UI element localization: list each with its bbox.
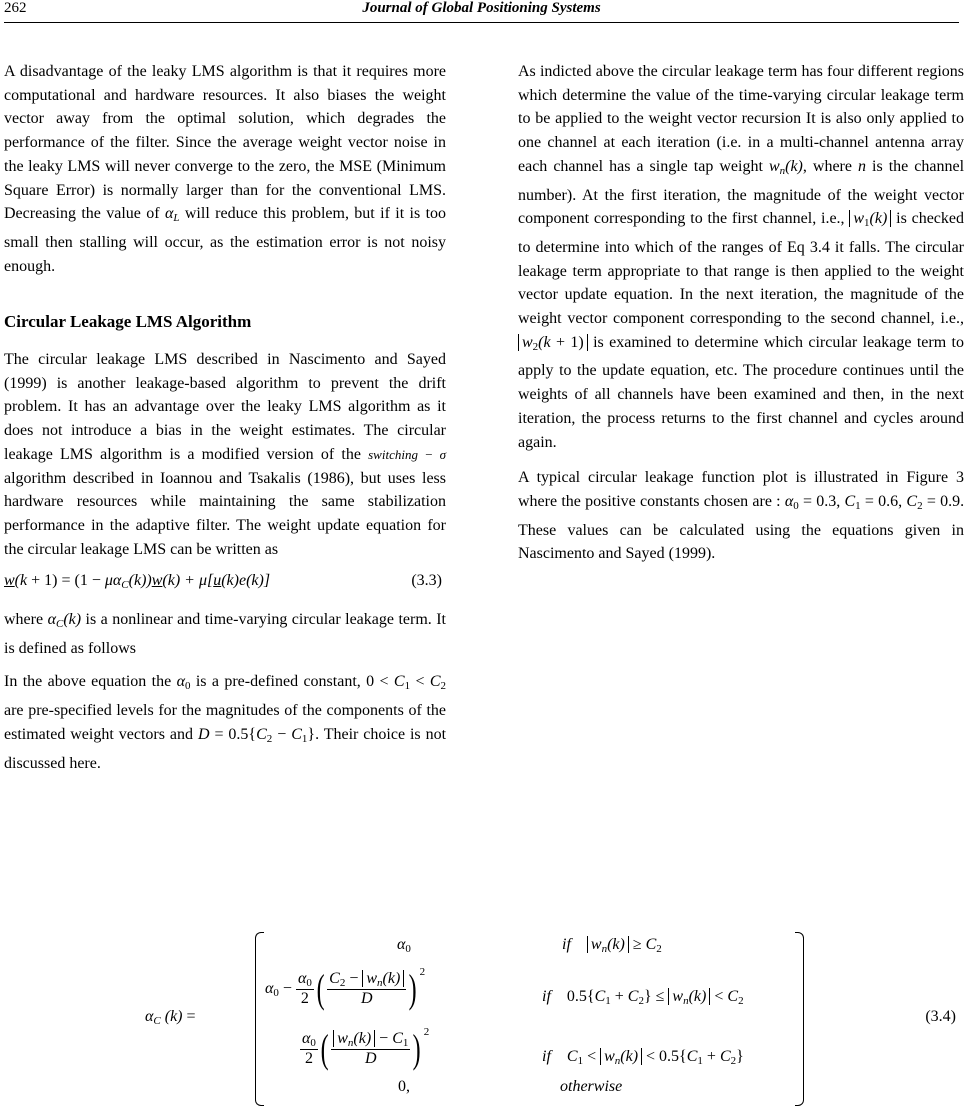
paragraph-figure-3: A typical circular leakage function plot is illustrated in Figure 3 where the positive constants chosen are : $\alpha_0 = 0.3$, $C_1 = 0.6$, $C_2 = 0.9$. These values can be calculated using the equations given in Nascimento and Sayed (1999). [518, 469, 965, 563]
case-3-condition: if $C_1 < wn(k) < 0.5\{C_1 + C_2\}$ [542, 1048, 744, 1067]
case-1-value: $\alpha_0$ [397, 936, 411, 955]
right-brace [795, 932, 804, 1106]
case-4-value: 0, [398, 1078, 410, 1095]
journal-title: Journal of Global Positioning Systems [362, 0, 601, 16]
case-2-value: $\alpha_0$ − $\frac{\alpha_0}{2}$ ( $\frac{C_2 - wn(k)}{D}$ ) $^2$ [265, 966, 426, 1012]
paragraph-where: where αC(k) is a nonlinear and time-varying circular leakage term. It is defined as follows [4, 611, 447, 657]
equation-lhs: αC (k) = [145, 1008, 196, 1027]
page-header [4, 0, 959, 23]
paragraph-leaky-disadvantage: A disadvantage of the leaky LMS algorithm is that it requires more computational and hardware resources. It also biases the weight vector away from the optimal solution, which degrades the performance of the filter. Since the average weight vector noise in the leaky LMS will never converge to the zero, the MSE (Minimum Square Error) is normally larger than for the conventional LMS. Decreasing the value of αL will reduce this problem, but if it is too small then stalling will occur, as the estimation error is not noisy enough. [4, 63, 447, 275]
left-column [4, 60, 446, 775]
equation-number: (3.3) [411, 572, 442, 590]
paragraph-constants: In the above equation the $\alpha_0$ is a pre-defined constant, $0 < C_1 < C_2$ are pre-specified levels for the magnitudes of the components of the estimated weight vectors and $D = 0.5\{C_2 - C_1\}$. Their choice is not discussed here. [4, 673, 447, 772]
equation-number: (3.4) [925, 1008, 956, 1025]
right-column [518, 60, 964, 566]
equation-3-3: w(k + 1) = (1 − μαC(k))w(k) + μ[u(k)e(k)] (3.3) [4, 569, 446, 598]
case-1-condition: if $wn(k) \ge C_2$ [562, 936, 662, 955]
equation-3-4 [130, 928, 960, 1113]
case-2-condition: if $0.5\{C_1 + C_2\} \le wn(k) < C_2$ [542, 988, 744, 1007]
left-brace [255, 932, 264, 1106]
paragraph-regions: As indicted above the circular leakage term has four different regions which determine the value of the time-varying circular leakage term to be applied to the weight vector recursion It is also only applied to one channel at each iteration (i.e. in a multi-channel antenna array each channel has a single tap weight wn(k), where n is the channel number). At the first iteration, the magnitude of the weight vector component corresponding to the first channel, i.e., $w_1(k)$ is checked to determine into which of the ranges of Eq 3.4 it falls. The circular leakage term appropriate to that range is then applied to the weight vector update equation. In the next iteration, the magnitude of the weight vector component corresponding to the second channel, i.e., $w_2(k + 1)$ is examined to determine which circular leakage term to apply to the update equation, etc. The procedure continues until the weights of all channels have been examined and then, in the next iteration, the process returns to the first channel and cycles around again. [518, 63, 965, 451]
page-number: 262 [4, 0, 27, 16]
switching-sigma-symbol: switching − σ [368, 446, 446, 462]
case-4-condition: otherwise [560, 1078, 623, 1095]
section-heading: Circular Leakage LMS Algorithm [4, 312, 252, 332]
case-3-value: $\frac{\alpha_0}{2}$ ( $\frac{wn(k) - C_1}{D}$ ) $^2$ [302, 1026, 430, 1072]
paragraph-circular-leakage-intro: The circular leakage LMS described in Nascimento and Sayed (1999) is another leakage-based algorithm to prevent the drift problem. It has an advantage over the leaky LMS algorithm as it does not introduce a bias in the weight estimates. The circular leakage LMS algorithm is a modified version of the switching − σ algorithm described in Ioannou and Tsakalis (1986), but uses less hardware resources while maintaining the same stabilization performance in the adaptive filter. The weight update equation for the circular leakage LMS can be written as [4, 351, 446, 558]
